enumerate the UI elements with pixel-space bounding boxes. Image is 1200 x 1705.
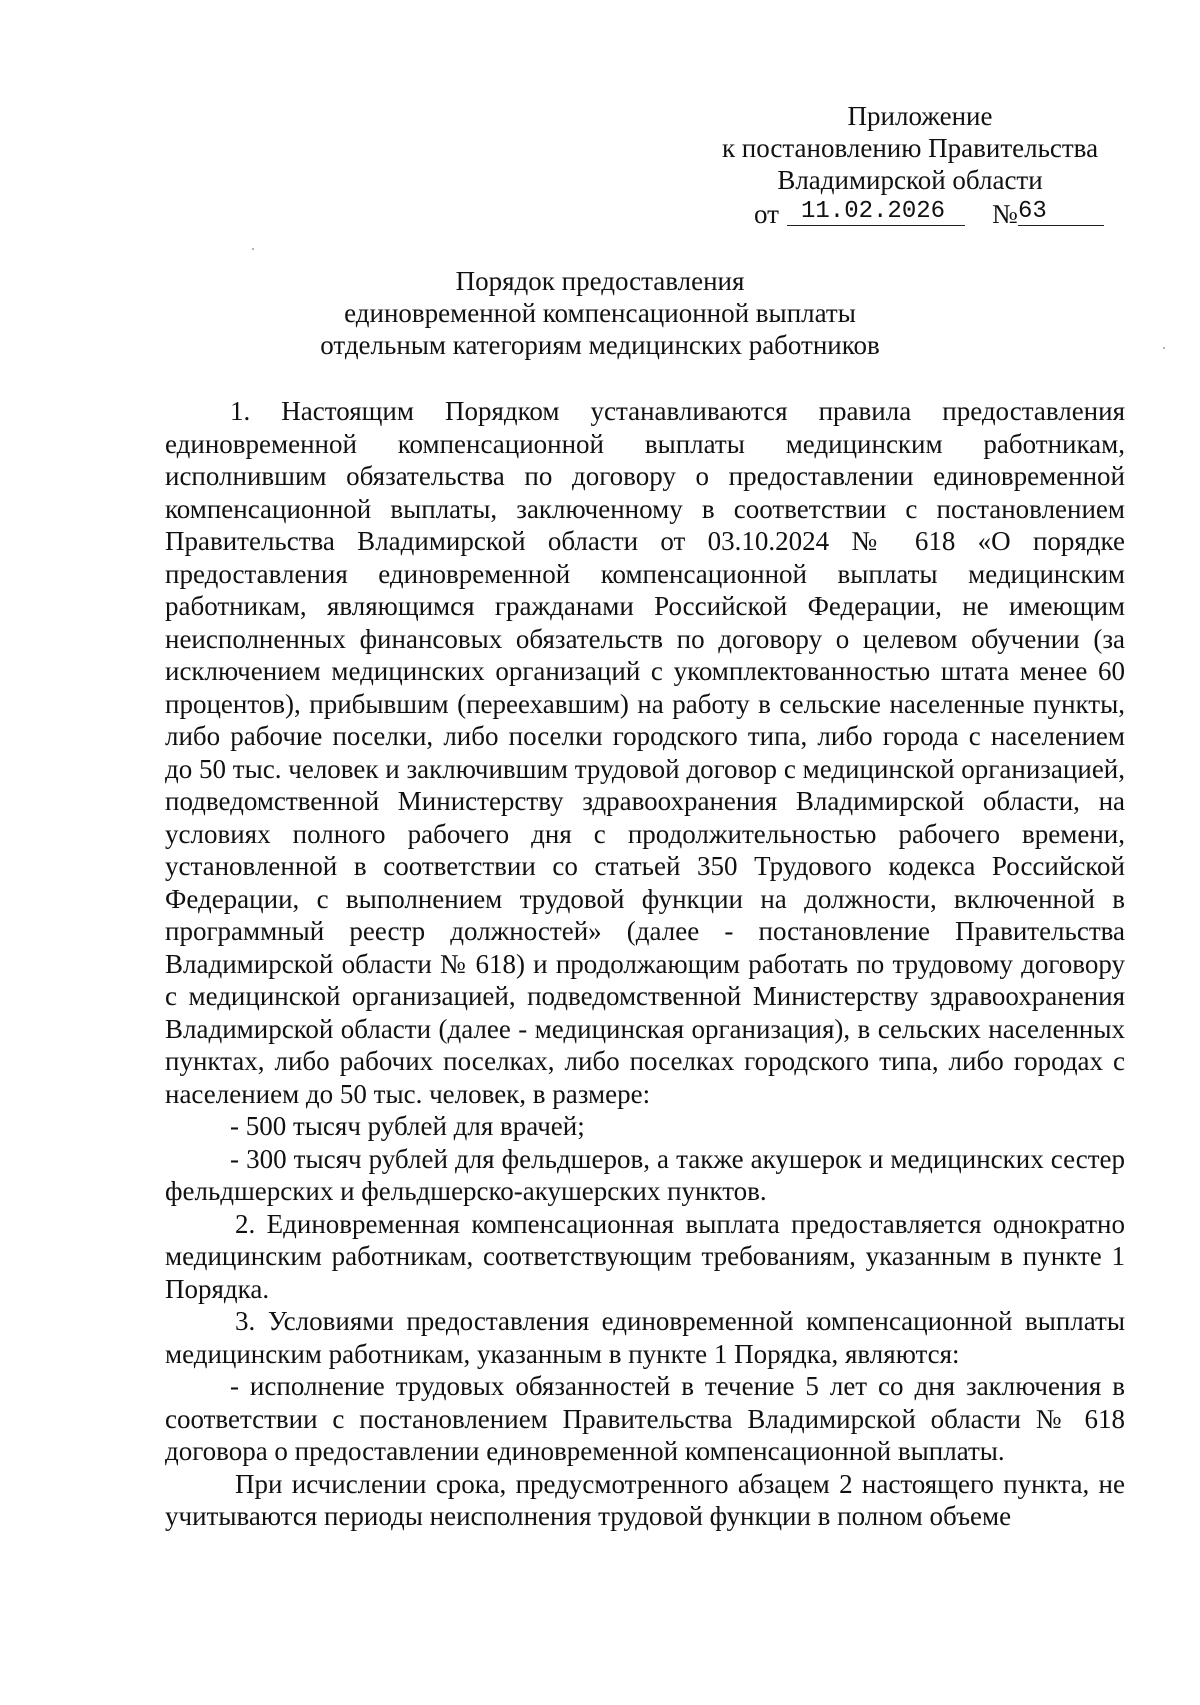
title-line-3: отдельным категориям медицинских работников bbox=[320, 330, 880, 360]
title-line-2: единовременной компенсационной выплаты bbox=[344, 298, 856, 328]
paragraph-1: 1. Настоящим Порядком устанавливаются правила предоставления единовременной компенсационной выплаты медицинским работникам, исполнившим обязательства по договору о предоставлении единовременной компенсационной выплаты, заключенному в соответствии с постановлением Правительства Владимирской области от 03.10.2024 № 618 «О порядке предоставления единовременной компенсационной выплаты медицинским работникам, являющимся гражданами Российской Федерации, не имеющим неисполненных финансовых обязательств по договору о целевом обучении (за исключением медицинских организаций с укомплектованностью штата менее 60 процентов), прибывшим (переехавшим) на работу в сельские населенные пункты, либо рабочие поселки, либо поселки городского типа, либо города с населением до 50 тыс. человек и заключившим трудовой договор с медицинской организацией, подведомственной Министерству здравоохранения Владимирской области, на условиях полного рабочего дня с продолжительностью рабочего времени, установленной в соответствии со статьей 350 Трудового кодекса Российской Федерации, с выполнением трудовой функции на должности, включенной в программный реестр должностей» (далее - постановление Правительства Владимирской области № 618) и продолжающим работать по трудовому договору с медицинской организацией, подведомственной Министерству здравоохранения Владимирской области (далее - медицинская организация), в сельских населенных пунктах, либо рабочих поселках, либо поселках городского типа, либо городах с населением до 50 тыс. человек, в размере: bbox=[165, 396, 1125, 1109]
title-line-1: Порядок предоставления bbox=[455, 266, 745, 296]
paragraph-1-item-1: - 500 тысяч рублей для врачей; bbox=[230, 1111, 585, 1141]
appendix-header bbox=[700, 100, 1120, 230]
scan-speck bbox=[252, 248, 254, 250]
paragraph-2: 2. Единовременная компенсационная выплата предоставляется однократно медицинским работникам, соответствующим требованиям, указанным в пункте 1 Порядка. bbox=[165, 1208, 1125, 1304]
appendix-label: Приложение bbox=[847, 101, 993, 131]
number-prefix: № bbox=[992, 199, 1018, 229]
decree-date: 11.02.2026 bbox=[787, 196, 965, 226]
appendix-reference: к постановлению Правительства bbox=[721, 133, 1099, 163]
document-title bbox=[150, 265, 1050, 361]
date-prefix: от bbox=[754, 199, 779, 229]
scan-speck bbox=[1163, 347, 1165, 349]
decree-number: 63 bbox=[1018, 196, 1104, 226]
document-body bbox=[165, 395, 1125, 1533]
paragraph-3-item-1: - исполнение трудовых обязанностей в течение 5 лет со дня заключения в соответствии с постановлением Правительства Владимирской области № 618 договора о предоставлении единовременной компенсационной выплаты. bbox=[165, 1371, 1125, 1466]
decree-date-number-row bbox=[700, 198, 1120, 230]
appendix-region: Владимирской области bbox=[777, 165, 1043, 195]
paragraph-3: 3. Условиями предоставления единовременной компенсационной выплаты медицинским работникам, указанным в пункте 1 Порядка, являются: bbox=[165, 1306, 1125, 1369]
paragraph-4: При исчислении срока, предусмотренного абзацем 2 настоящего пункта, не учитываются периоды неисполнения трудовой функции в полном объеме bbox=[165, 1468, 1125, 1531]
paragraph-1-item-2: - 300 тысяч рублей для фельдшеров, а также акушерок и медицинских сестер фельдшерских и фельдшерско-акушерских пунктов. bbox=[165, 1143, 1125, 1206]
